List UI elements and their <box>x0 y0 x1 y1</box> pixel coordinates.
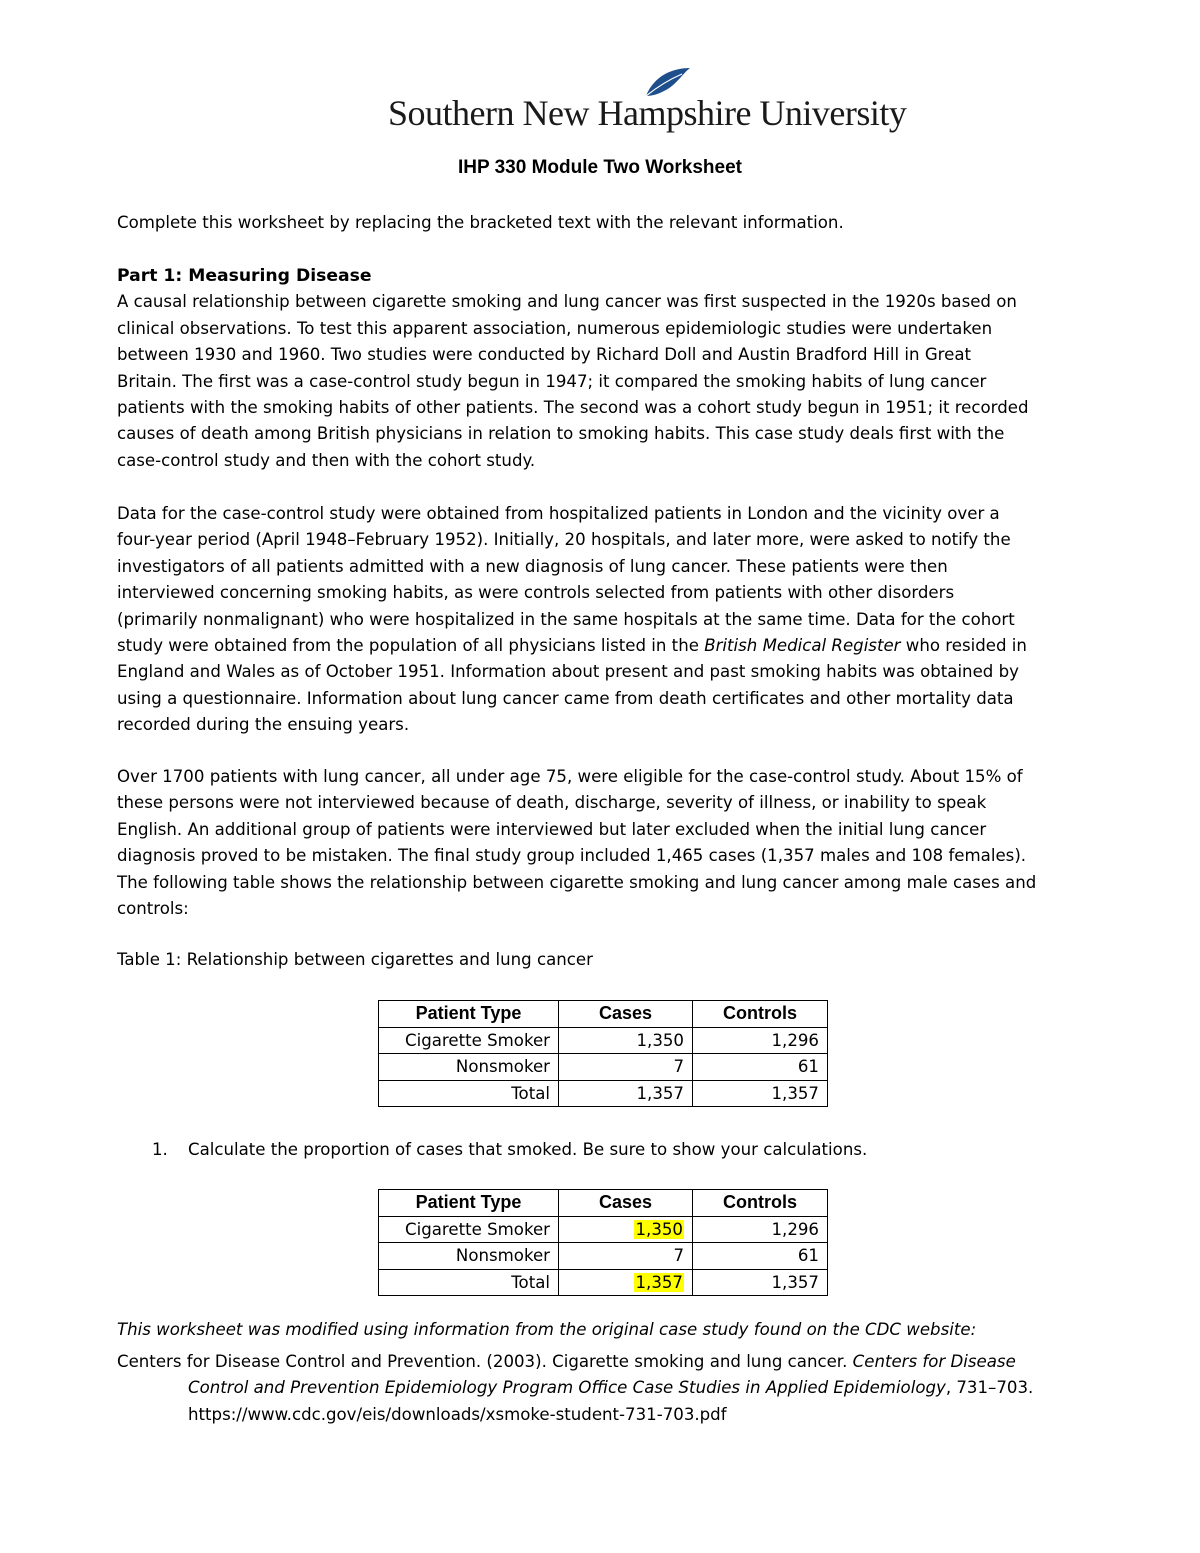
reference-publication-2: Control and Prevention Epidemiology Program Office Case Studies in Applied Epidemiology <box>188 1378 946 1398</box>
british-medical-register: British Medical Register <box>704 636 901 656</box>
cell-patient-type: Nonsmoker <box>379 1243 559 1270</box>
para3-line: these persons were not interviewed because of death, discharge, severity of illness, or inability to speak <box>117 793 987 813</box>
question-number: 1. <box>152 1140 168 1159</box>
header-patient-type: Patient Type <box>379 1001 559 1028</box>
header-patient-type: Patient Type <box>379 1190 559 1217</box>
para2-line: recorded during the ensuing years. <box>117 715 410 735</box>
cell-controls: 1,357 <box>693 1269 828 1296</box>
paragraph-3 <box>117 764 1097 922</box>
table-row <box>379 1269 828 1296</box>
reference-line-1 <box>117 1349 1033 1375</box>
cell-patient-type: Total <box>379 1080 559 1107</box>
paragraph-2 <box>117 501 1097 739</box>
table-row <box>379 1054 828 1081</box>
reference <box>117 1349 1033 1428</box>
part1-heading: Part 1: Measuring Disease <box>117 266 372 286</box>
cell-cases: 1,357 <box>559 1080 693 1107</box>
highlighted-value: 1,357 <box>635 1272 683 1292</box>
reference-url[interactable]: https://www.cdc.gov/eis/downloads/xsmoke-student-731-703.pdf <box>188 1404 727 1424</box>
university-logo <box>388 66 907 138</box>
para1-line: clinical observations. To test this apparent association, numerous epidemiologic studies were undertaken <box>117 318 993 338</box>
table-row <box>379 1080 828 1107</box>
reference-line-2 <box>117 1375 1033 1401</box>
cell-patient-type: Cigarette Smoker <box>379 1027 559 1054</box>
cell-patient-type: Cigarette Smoker <box>379 1216 559 1243</box>
para2-line: interviewed concerning smoking habits, as were controls selected from patients with other disorders <box>117 583 955 603</box>
para2-line6-pre: study were obtained from the population of all physicians listed in the <box>117 636 705 656</box>
table2 <box>378 1189 828 1296</box>
para2-line: Data for the case-control study were obtained from hospitalized patients in London and the vicinity over a <box>117 504 1000 523</box>
para2-line: four-year period (April 1948–February 1952). Initially, 20 hospitals, and later more, were asked to notify the <box>117 530 1011 550</box>
para1-line: Britain. The first was a case-control study begun in 1947; it compared the smoking habits of lung cancer <box>117 371 987 391</box>
university-name: Southern New Hampshire University <box>388 93 907 133</box>
table1-caption: Table 1: Relationship between cigarettes and lung cancer <box>117 950 593 969</box>
instructions-text: Complete this worksheet by replacing the bracketed text with the relevant information. <box>117 213 844 232</box>
para3-line: English. An additional group of patients were interviewed but later excluded when the initial lung cancer <box>117 819 987 839</box>
para2-line: England and Wales as of October 1951. Information about present and past smoking habits was obtained by <box>117 662 1019 682</box>
para1-line: A causal relationship between cigarette smoking and lung cancer was first suspected in the 1920s based on <box>117 292 1017 312</box>
para3-line: controls: <box>117 899 189 919</box>
table-row <box>379 1216 828 1243</box>
reference-pages: , 731–703. <box>945 1378 1034 1398</box>
para1-line: patients with the smoking habits of other patients. The second was a cohort study begun in 1951; it recorded <box>117 398 1029 418</box>
cell-controls: 1,357 <box>693 1080 828 1107</box>
cell-controls: 61 <box>693 1054 828 1081</box>
cell-controls: 1,296 <box>693 1216 828 1243</box>
para2-line-register <box>117 633 1097 659</box>
para2-line6-post: who resided in <box>900 636 1027 656</box>
para3-line: Over 1700 patients with lung cancer, all under age 75, were eligible for the case-control study. About 15% of <box>117 767 1023 786</box>
para3-line: The following table shows the relationship between cigarette smoking and lung cancer among male cases and <box>117 872 1037 892</box>
para3-line: diagnosis proved to be mistaken. The final study group included 1,465 cases (1,357 males and 108 females). <box>117 846 1027 866</box>
para2-line: using a questionnaire. Information about lung cancer came from death certificates and other mortality data <box>117 688 1014 708</box>
table-row <box>379 1027 828 1054</box>
cell-cases: 1,350 <box>559 1027 693 1054</box>
highlighted-value: 1,350 <box>635 1219 683 1239</box>
header-controls: Controls <box>693 1001 828 1028</box>
cell-controls: 1,296 <box>693 1027 828 1054</box>
question-1 <box>152 1140 867 1159</box>
part1-section <box>117 263 1097 474</box>
instructions <box>117 210 1097 236</box>
para1-line: case-control study and then with the cohort study. <box>117 450 536 470</box>
cell-cases: 7 <box>559 1243 693 1270</box>
header-controls: Controls <box>693 1190 828 1217</box>
cell-controls: 61 <box>693 1243 828 1270</box>
reference-author: Centers for Disease Control and Prevention. (2003). Cigarette smoking and lung cancer. <box>117 1352 853 1371</box>
cell-cases-highlighted <box>559 1216 693 1243</box>
table-row <box>379 1243 828 1270</box>
para2-line: (primarily nonmalignant) who were hospitalized in the same hospitals at the same time. Data for the cohort <box>117 609 1015 629</box>
para2-line: investigators of all patients admitted with a new diagnosis of lung cancer. These patients were then <box>117 556 948 576</box>
table1 <box>378 1000 828 1107</box>
table-header-row <box>379 1001 828 1028</box>
header-cases: Cases <box>559 1001 693 1028</box>
cell-patient-type: Nonsmoker <box>379 1054 559 1081</box>
worksheet-title: IHP 330 Module Two Worksheet <box>457 157 742 178</box>
table-header-row <box>379 1190 828 1217</box>
question-text: Calculate the proportion of cases that smoked. Be sure to show your calculations. <box>188 1140 868 1159</box>
header-cases: Cases <box>559 1190 693 1217</box>
cell-cases: 7 <box>559 1054 693 1081</box>
cell-cases-highlighted <box>559 1269 693 1296</box>
cell-patient-type: Total <box>379 1269 559 1296</box>
para1-line: between 1930 and 1960. Two studies were conducted by Richard Doll and Austin Bradford Hill in Great <box>117 345 972 365</box>
para1-line: causes of death among British physicians in relation to smoking habits. This case study deals first with the <box>117 424 1005 444</box>
reference-publication-1: Centers for Disease <box>852 1352 1016 1371</box>
source-note: This worksheet was modified using information from the original case study found on the CDC website: <box>117 1320 977 1339</box>
